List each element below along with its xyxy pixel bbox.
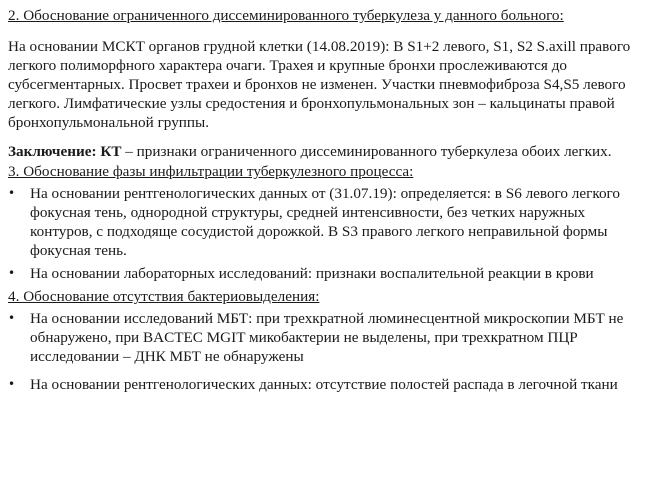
bullet-icon: • bbox=[8, 377, 16, 391]
section-2-paragraph: На основании МСКТ органов грудной клетки (14.08.2019): В S1+2 левого, S1, S2 S.axill правого легкого полиморфного характера очаги. Трахея и крупные бронхи прослеживаются до субсегментарных. Просвет трахеи и бронхов не изменен. Участки пневмофиброза S4,S5 левого легкого. Лимфатические узлы средостения и бронхопульмональных зон – кальцинаты правой бронхопульмональной группы. bbox=[8, 38, 631, 131]
list-item bbox=[8, 309, 644, 366]
bullet-icon: • bbox=[8, 266, 16, 280]
section-3-heading: 3. Обоснование фазы инфильтрации туберкулезного процесса: bbox=[8, 163, 414, 180]
list-item bbox=[8, 264, 644, 283]
document-page bbox=[8, 6, 644, 403]
section-4-heading: 4. Обоснование отсутствия бактериовыделения: bbox=[8, 288, 320, 305]
list-item-text: На основании исследований МБТ: при трехкратной люминесцентной микроскопии МБТ не обнаружено, при BACTEC MGIT микобактерии не выделены, при трехкратном ПЦР исследовании – ДНК МБТ не обнаружены bbox=[30, 310, 624, 365]
bullet-icon: • bbox=[8, 311, 16, 325]
conclusion-label: Заключение: bbox=[8, 143, 97, 160]
section-2-heading: 2. Обоснование ограниченного диссеминированного туберкулеза у данного больного: bbox=[8, 7, 564, 24]
section-4-list bbox=[8, 309, 644, 394]
section-3-list bbox=[8, 184, 644, 283]
conclusion-text: – признаки ограниченного диссеминированного туберкулеза обоих легких. bbox=[121, 143, 612, 160]
list-item bbox=[8, 184, 644, 260]
conclusion-kt: КТ bbox=[100, 143, 122, 160]
list-item-text: На основании рентгенологических данных: отсутствие полостей распада в легочной ткани bbox=[30, 376, 618, 393]
list-item-text: На основании рентгенологических данных от (31.07.19): определяется: в S6 левого легкого фокусная тень, однородной структуры, средней интенсивности, без четких наружных контуров, с подходяще сосудистой дорожкой. В S3 правого легкого неправильной формы фокусная тень. bbox=[30, 185, 620, 259]
list-item-text: На основании лабораторных исследований: признаки воспалительной реакции в крови bbox=[30, 265, 594, 282]
section-2-conclusion bbox=[8, 142, 644, 161]
list-item bbox=[8, 375, 644, 394]
bullet-icon: • bbox=[8, 186, 16, 200]
